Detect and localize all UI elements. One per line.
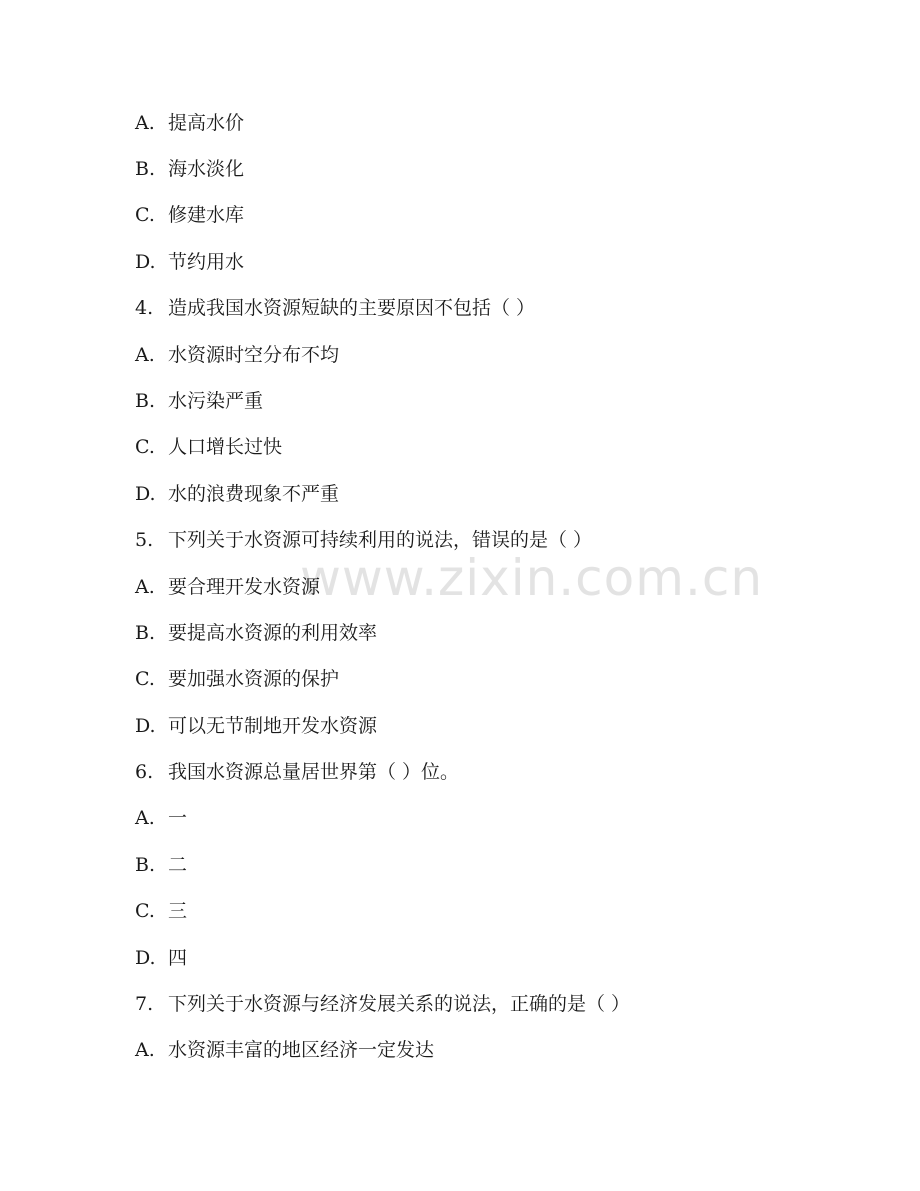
item-label: A. bbox=[135, 576, 155, 598]
item-label: D. bbox=[135, 483, 156, 505]
question-6 bbox=[135, 757, 459, 787]
option-c bbox=[135, 664, 339, 694]
option-a bbox=[135, 803, 187, 833]
item-text: 提高水价 bbox=[168, 112, 245, 134]
item-label: 5. bbox=[135, 529, 154, 551]
item-text: 水的浪费现象不严重 bbox=[168, 483, 340, 505]
item-label: B. bbox=[135, 622, 156, 644]
item-text: 四 bbox=[168, 947, 188, 969]
item-label: A. bbox=[135, 344, 155, 366]
item-text: 我国水资源总量居世界第（ ）位。 bbox=[168, 761, 460, 783]
item-text: 造成我国水资源短缺的主要原因不包括（ ） bbox=[168, 297, 536, 319]
item-text: 修建水库 bbox=[168, 204, 245, 226]
item-text: 海水淡化 bbox=[168, 158, 245, 180]
item-label: D. bbox=[135, 947, 156, 969]
question-5 bbox=[135, 525, 592, 555]
option-d bbox=[135, 247, 244, 277]
item-label: C. bbox=[135, 668, 155, 690]
option-b bbox=[135, 618, 377, 648]
option-b bbox=[135, 386, 263, 416]
option-a bbox=[135, 1035, 434, 1065]
item-text: 二 bbox=[168, 854, 188, 876]
item-label: B. bbox=[135, 854, 156, 876]
item-text: 水资源时空分布不均 bbox=[168, 344, 340, 366]
item-text: 节约用水 bbox=[168, 251, 245, 273]
item-text: 水污染严重 bbox=[168, 390, 264, 412]
question-7 bbox=[135, 989, 630, 1019]
item-label: C. bbox=[135, 204, 155, 226]
option-d bbox=[135, 479, 339, 509]
item-text: 要加强水资源的保护 bbox=[168, 668, 340, 690]
option-b bbox=[135, 154, 244, 184]
item-text: 水资源丰富的地区经济一定发达 bbox=[168, 1039, 435, 1061]
option-c bbox=[135, 896, 187, 926]
item-text: 人口增长过快 bbox=[168, 436, 283, 458]
item-label: A. bbox=[135, 1039, 155, 1061]
option-c bbox=[135, 200, 244, 230]
option-a bbox=[135, 340, 339, 370]
option-d bbox=[135, 711, 377, 741]
option-c bbox=[135, 432, 282, 462]
item-label: A. bbox=[135, 112, 155, 134]
item-text: 一 bbox=[168, 807, 188, 829]
item-label: D. bbox=[135, 715, 156, 737]
item-text: 可以无节制地开发水资源 bbox=[168, 715, 378, 737]
item-label: A. bbox=[135, 807, 155, 829]
item-text: 下列关于水资源可持续利用的说法，错误的是（ ） bbox=[168, 529, 593, 551]
item-label: C. bbox=[135, 436, 155, 458]
item-label: 7. bbox=[135, 993, 154, 1015]
option-a bbox=[135, 572, 320, 602]
question-4 bbox=[135, 293, 535, 323]
item-label: 6. bbox=[135, 761, 154, 783]
item-label: B. bbox=[135, 158, 156, 180]
item-text: 三 bbox=[168, 900, 188, 922]
item-text: 要提高水资源的利用效率 bbox=[168, 622, 378, 644]
item-label: C. bbox=[135, 900, 155, 922]
item-text: 下列关于水资源与经济发展关系的说法，正确的是（ ） bbox=[168, 993, 631, 1015]
option-a bbox=[135, 108, 244, 138]
item-text: 要合理开发水资源 bbox=[168, 576, 321, 598]
item-label: B. bbox=[135, 390, 156, 412]
option-b bbox=[135, 850, 187, 880]
item-label: D. bbox=[135, 251, 156, 273]
watermark: www.zixin.com.cn bbox=[300, 549, 764, 607]
option-d bbox=[135, 943, 187, 973]
item-label: 4. bbox=[135, 297, 154, 319]
